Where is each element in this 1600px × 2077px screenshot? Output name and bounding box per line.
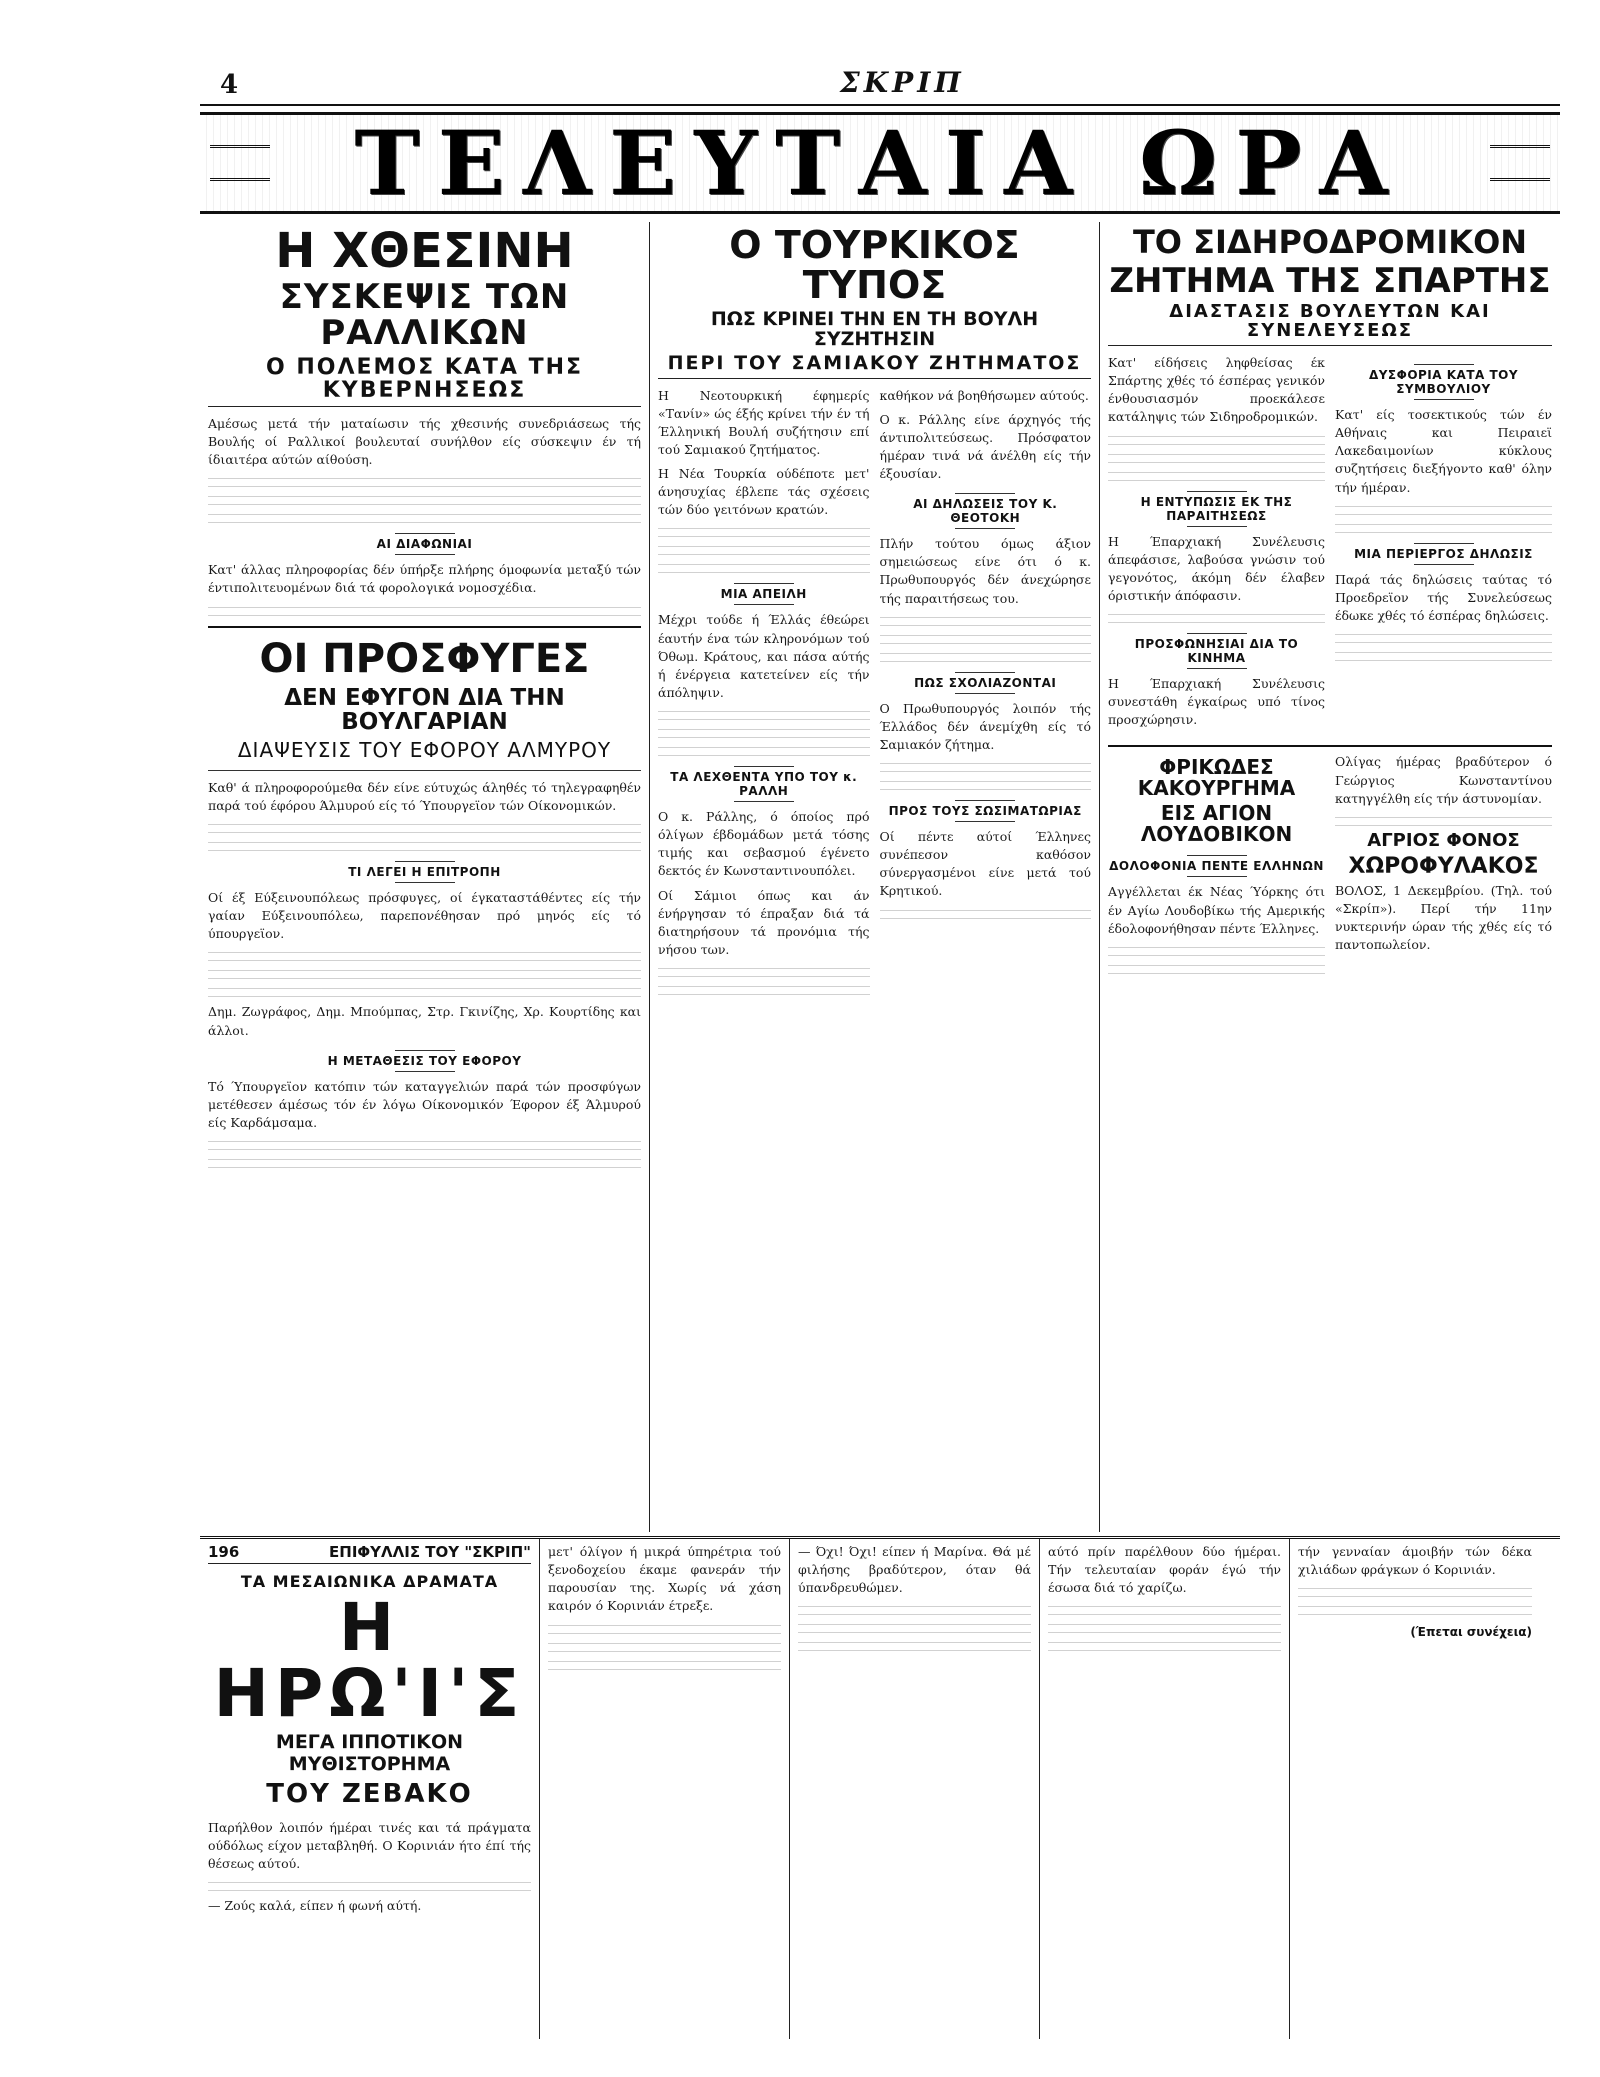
headline: ΑΓΡΙΟΣ ΦΟΝΟΣ <box>1367 829 1520 851</box>
text-lines <box>1108 451 1325 463</box>
two-column-text <box>1108 753 1552 979</box>
text-lines <box>1335 521 1552 533</box>
headline: Ο ΤΟΥΡΚΙΚΟΣ ΤΥΠΟΣ <box>729 223 1020 307</box>
article-text: καθήκον νά βοηθήσωμεν αύτούς. <box>879 387 1089 403</box>
article-text: — Όχι! Όχι! είπεν ή Μαρίνα. Θά μέ φιλήσης βραδύτερον, όταν θά ύπανδρευθώμεν. <box>798 1544 1031 1596</box>
text-lines <box>658 983 870 995</box>
article-text: Κατ' είδήσεις ληφθείσας έκ Σπάρτης χθές τό έσπέρας γενικόν ένθουσιασμόν προεκάλεσε κατάληψις τών Σιδηροδρομικών. <box>1108 355 1325 425</box>
text-lines <box>1108 433 1325 445</box>
banner-title: ΤΕΛΕΥΤΑΙΑ ΩΡΑ <box>354 111 1406 215</box>
article-text: Μέχρι τούδε ή Έλλάς έθεώρει έαυτήν ένα τών κληρονόμων τού Όθωμ. Κράτους, και πάσα αύτής ή ένέργεια κατετείνεν είς τήν άπόληψιν. <box>658 612 870 700</box>
text-lines <box>1335 649 1552 661</box>
text-lines <box>1108 962 1325 974</box>
text-lines <box>1108 611 1325 623</box>
text-lines <box>880 778 1092 790</box>
ornament <box>210 145 270 181</box>
article-text: Οί Σάμιοι όπως και άν ένήργησαν τό έπραξαν διά τά διατηρήσουν τά προνόμια τής νήσου των. <box>658 887 870 957</box>
article-text: — Ζούς καλά, είπεν ή φωνή αύτή. <box>208 1898 422 1914</box>
headline: ΟΙ ΠΡΟΣΦΥΓΕΣ <box>259 635 590 682</box>
feuilleton-author: ΤΟΥ ΖΕΒΑΚΟ <box>266 1779 473 1809</box>
lower-section <box>200 1536 1560 2039</box>
headline: ΔΕΝ ΕΦΥΓΟΝ ΔΙΑ ΤΗΝ ΒΟΥΛΓΑΡΙΑΝ <box>284 684 565 735</box>
text-lines <box>208 1879 531 1891</box>
subheading: ΤΙ ΛΕΓΕΙ Η ΕΠΙΤΡΟΠΗ <box>208 861 641 883</box>
headline: ΦΡΙΚΩΔΕΣ ΚΑΚΟΥΡΓΗΜΑ <box>1137 755 1296 801</box>
headline: ΤΟ ΣΙΔΗΡΟΔΡΟΜΙΚΟΝ <box>1132 223 1528 261</box>
subheading: Η ΕΝΤΥΠΩΣΙΣ ΕΚ ΤΗΣ ΠΑΡΑΙΤΗΣΕΩΣ <box>1108 491 1325 527</box>
text-lines <box>798 1621 1031 1633</box>
article-text: Οί έξ Εύξεινουπόλεως πρόσφυγες, οί έγκαταστάθέντες είς τήν γαίαν Εύξεινουπόλεω, παρεπονέθησαν πρό μηνός είς τό ύπουργεϊον. <box>208 890 641 942</box>
novel-column <box>1040 1539 1290 2039</box>
subheading: ΑΙ ΔΙΑΦΩΝΙΑΙ <box>208 533 641 555</box>
column-turkish-press <box>650 222 1100 1532</box>
article-text: Η Νέα Τουρκία ούδέποτε μετ' άνησυχίας έβλεπε τάς σχέσεις τών δύο γειτόνων κρατών. <box>658 466 870 518</box>
text-lines <box>658 561 870 573</box>
text-lines <box>880 907 1092 919</box>
headline: ΠΕΡΙ ΤΟΥ ΣΑΜΙΑΚΟΥ ΖΗΤΗΜΑΤΟΣ <box>658 354 1091 379</box>
text-lines <box>1335 503 1552 515</box>
article-text: Ο κ. Ράλλης, ό όποίος πρό όλίγων έβδομάδων μετά τόσης τιμής και σεβασμού έγένετο δεκτός έν Κωνσταντινουπόλει. <box>658 809 870 879</box>
text-lines <box>208 493 641 505</box>
headline: ΠΩΣ ΚΡΙΝΕΙ ΤΗΝ ΕΝ ΤΗ ΒΟΥΛΗ ΣΥΖΗΤΗΣΙΝ <box>710 307 1039 350</box>
divider <box>208 626 641 628</box>
article-text: Η Έπαρχιακή Συνέλευσις άπεφάσισε, λαβούσα γνώσιν τού γεγονότος, άκόμη δέν έλαβεν όριστικήν άπόφασιν. <box>1108 533 1325 603</box>
banner <box>200 112 1560 214</box>
text-lines <box>208 1156 641 1168</box>
article-text: Ολίγας ήμέρας βραδύτερον ό Γεώργιος Κωνσταντίνου κατηγγέλθη είς τήν άστυνομίαν. <box>1335 754 1552 806</box>
text-lines <box>1048 1639 1281 1651</box>
column-sparta <box>1100 222 1560 1532</box>
article-text: Η Νεοτουρκική έφημερίς «Τανίν» ώς έξής κρίνει τήν έν τή Έλληνική Βουλή συζήτησιν επί τού Σαμιακού ζητήματος. <box>658 387 870 457</box>
subheading: ΜΙΑ ΠΕΡΙΕΡΓΟΣ ΔΗΛΩΣΙΣ <box>1335 543 1552 565</box>
novel-column <box>540 1539 790 2039</box>
text-lines <box>1298 1585 1532 1597</box>
subheading: ΔΥΣΦΟΡΙΑ ΚΑΤΑ ΤΟΥ ΣΥΜΒΟΥΛΙΟΥ <box>1335 364 1552 400</box>
feuilleton-series: ΤΑ ΜΕΣΑΙΩΝΙΚΑ ΔΡΑΜΑΤΑ <box>240 1572 499 1591</box>
headline: ΕΙΣ ΑΓΙΟΝ ΛΟΥΔΟΒΙΚΟΝ <box>1140 801 1293 847</box>
two-column-text <box>658 387 1091 1002</box>
text-lines <box>548 1622 781 1634</box>
article-text: Αμέσως μετά τήν ματαίωσιν τής χθεσινής συνεδριάσεως τής Βουλής οί Ραλλικοί βουλευταί συνήλθον είς σύσκεψιν έν τή ίδιαιτέρα αύτών αίθούση. <box>208 415 641 468</box>
subcolumn <box>658 387 870 1002</box>
article-text: μετ' όλίγον ή μικρά ύπηρέτρια τού ξενοδοχείου έκαμε φανεράν τήν παρουσίαν της. Χωρίς νά χάση καιρόν ό Κορινιάν έτρεξε. <box>548 1544 781 1614</box>
text-lines <box>208 511 641 523</box>
text-lines <box>548 1658 781 1670</box>
article-text: Οί πέντε αύτοί Έλληνες συνέπεσον καθόσον σύνεργασμένοι είνε μετά τού Κρητικού. <box>879 829 1091 899</box>
two-column-text <box>1108 354 1552 735</box>
text-lines <box>208 985 641 997</box>
headline: Η ΧΘΕΣΙΝΗ <box>275 223 574 279</box>
article-text: Κατ' είς τοσεκτικούς τών έν Αθήναις και Πειραιεϊ Λακεδαιμονίων κύκλους συζητήσεις διεξήγοντο καθ' όλην τήν ήμέραν. <box>1335 407 1552 495</box>
top-bar <box>200 60 1560 106</box>
text-lines <box>798 1639 1031 1651</box>
article-text: Τό Ύπουργεϊον κατόπιν τών καταγγελιών παρά τών προσφύγων μετέθεσεν άμέσως τόν έν λόγω Οίκονομικόν Έφορον έξ Άλμυρού είς Καρδάμσαμα. <box>208 1078 641 1130</box>
text-lines <box>880 632 1092 644</box>
article-text: τήν γενναίαν άμοιβήν τών δέκα χιλιάδων φράγκων ό Κορινιάν. <box>1298 1544 1532 1578</box>
text-lines <box>208 839 641 851</box>
ornament <box>1490 145 1550 181</box>
subcolumn <box>880 387 1092 1002</box>
text-lines <box>658 744 870 756</box>
subcolumn <box>1108 354 1325 735</box>
subcolumn <box>1108 753 1325 979</box>
column-ralli <box>200 222 650 1532</box>
subcolumn <box>1335 753 1552 979</box>
text-lines <box>798 1603 1031 1615</box>
feuilleton-label: ΕΠΙΦΥΛΛΙΣ ΤΟΥ "ΣΚΡΙΠ" <box>329 1543 531 1561</box>
text-lines <box>1048 1621 1281 1633</box>
text-lines <box>208 949 641 961</box>
novel-column <box>790 1539 1040 2039</box>
feuilleton-header <box>208 1543 531 1564</box>
text-lines <box>208 1138 641 1150</box>
subheading: ΤΑ ΛΕΧΘΕΝΤΑ ΥΠΟ ΤΟΥ κ. ΡΑΛΛΗ <box>658 766 870 802</box>
subheading: ΜΙΑ ΑΠΕΙΛΗ <box>658 583 870 605</box>
headline: ΔΙΑΣΤΑΣΙΣ ΒΟΥΛΕΥΤΩΝ ΚΑΙ ΣΥΝΕΛΕΥΣΕΩΣ <box>1108 303 1552 346</box>
text-lines <box>208 821 641 833</box>
article-text: Πλήν τούτου όμως άξιον σημειώσεως είνε ότι ό κ. Πρωθυπουργός δέν άνεχώρησε τής παραιτήσεως του. <box>879 536 1091 606</box>
article-text: Καθ' ά πληροφορούμεθα δέν είνε εύτυχώς άληθές τό τηλεγραφηθέν παρά τού έφόρου Άλμυρού είς τό Ύπουργεϊον τών Οίκονομικών. <box>208 779 641 813</box>
divider <box>1108 745 1552 747</box>
headline: ΔΙΑΨΕΥΣΙΣ ΤΟΥ ΕΦΟΡΟΥ ΑΛΜΥΡΟΥ <box>237 737 612 762</box>
article-text: Αγγέλλεται έκ Νέας Ύόρκης ότι έν Αγίω Λουδοβίκω τής Αμερικής έδολοφονήθησαν πέντε Έλληνες. <box>1108 884 1325 936</box>
article-text: Ο κ. Ράλλης είνε άρχηγός τής άντιπολιτεύσεως. Πρόσφατον ήμέραν τινά νά άνέλθη είς τήν έξουσίαν. <box>879 411 1091 482</box>
continued-note: (Έπεται συνέχεια) <box>1410 1625 1532 1640</box>
subheading: ΠΡΟΣ ΤΟΥΣ ΣΩΣΙΜΑΤΩΡΙΑΣ <box>880 800 1092 822</box>
subcolumn <box>1335 354 1552 735</box>
text-lines <box>880 614 1092 626</box>
text-lines <box>1048 1603 1281 1615</box>
subheading: ΑΙ ΔΗΛΩΣΕΙΣ ΤΟΥ Κ. ΘΕΟΤΟΚΗ <box>880 493 1092 529</box>
text-lines <box>548 1640 781 1652</box>
subheading: ΠΩΣ ΣΧΟΛΙΑΖΟΝΤΑΙ <box>880 672 1092 694</box>
text-lines <box>208 604 641 616</box>
headline: Ο ΠΟΛΕΜΟΣ ΚΑΤΑ ΤΗΣ ΚΥΒΕΡΝΗΣΕΩΣ <box>208 356 641 407</box>
divider <box>200 104 1560 106</box>
feuilleton-title: Η ΗΡΩ'Ι'Σ <box>213 1589 526 1732</box>
headline: ΖΗΤΗΜΑ ΤΗΣ ΣΠΑΡΤΗΣ <box>1109 260 1551 301</box>
article-text: Ο Πρωθυπουργός λοιπόν τής Έλλάδος δέν άνεμίχθη είς τό Σαμιακόν ζήτημα. <box>879 700 1091 752</box>
text-lines <box>658 543 870 555</box>
page-number: 4 <box>220 70 239 100</box>
feuilleton-number: 196 <box>208 1543 240 1561</box>
text-lines <box>1108 944 1325 956</box>
article-text: Δημ. Ζωγράφος, Δημ. Μπούμπας, Στρ. Γκινίζης, Χρ. Κουρτίδης και άλλοι. <box>208 1004 641 1038</box>
article-text: Κατ' άλλας πληροφορίας δέν ύπήρξε πλήρης όμοφωνία μεταξύ τών έντιπολιτευομένων διά τά φορολογικά νομοσχέδια. <box>208 562 641 596</box>
article-text: αύτό πρίν παρέλθουν δύο ήμέραι. Τήν τελευταίαν φοράν έγώ τήν έσωσα διά τό χαρίζω. <box>1048 1544 1281 1596</box>
text-lines <box>1108 469 1325 481</box>
upper-columns <box>200 222 1560 1532</box>
text-lines <box>658 525 870 537</box>
subheading: ΠΡΟΣΦΩΝΗΣΙΑΙ ΔΙΑ ΤΟ ΚΙΝΗΜΑ <box>1108 633 1325 669</box>
text-lines <box>658 708 870 720</box>
text-lines <box>880 650 1092 662</box>
text-lines <box>1298 1603 1532 1615</box>
article-text: ΒΟΛΟΣ, 1 Δεκεμβρίου. (Τηλ. τού «Σκρίπ»). Περί τήν 11ην νυκτερινήν ώραν τής χθές είς τό παντοπωλείον. <box>1335 882 1552 953</box>
masthead-name: ΣΚΡΙΠ <box>840 66 965 99</box>
text-lines <box>1335 631 1552 643</box>
text-lines <box>1335 814 1552 826</box>
subheading: ΔΟΛΟΦΟΝΙΑ ΠΕΝΤΕ ΕΛΛΗΝΩΝ <box>1108 855 1325 877</box>
text-lines <box>208 967 641 979</box>
novel-column <box>1290 1539 1540 2039</box>
article-text: Παρά τάς δηλώσεις ταύτας τό Προεδρεϊον τής Συνελεύσεως έδωκε χθές τό έσπέρας δηλώσεις. <box>1335 571 1552 623</box>
text-lines <box>880 760 1092 772</box>
divider <box>208 770 641 771</box>
text-lines <box>658 965 870 977</box>
headline: ΧΩΡΟΦΥΛΑΚΟΣ <box>1348 853 1539 879</box>
text-lines <box>658 726 870 738</box>
text-lines <box>208 475 641 487</box>
subheading: Η ΜΕΤΑΘΕΣΙΣ ΤΟΥ ΕΦΟΡΟΥ <box>208 1050 641 1072</box>
feuilleton <box>200 1539 540 2039</box>
article-text: Η Έπαρχιακή Συνέλευσις συνεστάθη έγκαίρως υπό τίνος προσχώρησιν. <box>1108 676 1325 728</box>
feuilleton-genre: ΜΕΓΑ ΙΠΠΟΤΙΚΟΝ ΜΥΘΙΣΤΟΡΗΜΑ <box>275 1731 464 1775</box>
article-text: Παρήλθον λοιπόν ήμέραι τινές και τά πράγματα ούδόλως είχον μεταβληθή. Ο Κορινιάν ήτο έπί τής θέσεως αύτού. <box>208 1820 531 1872</box>
headline: ΣΥΣΚΕΨΙΣ ΤΩΝ ΡΑΛΛΙΚΩΝ <box>279 277 570 354</box>
